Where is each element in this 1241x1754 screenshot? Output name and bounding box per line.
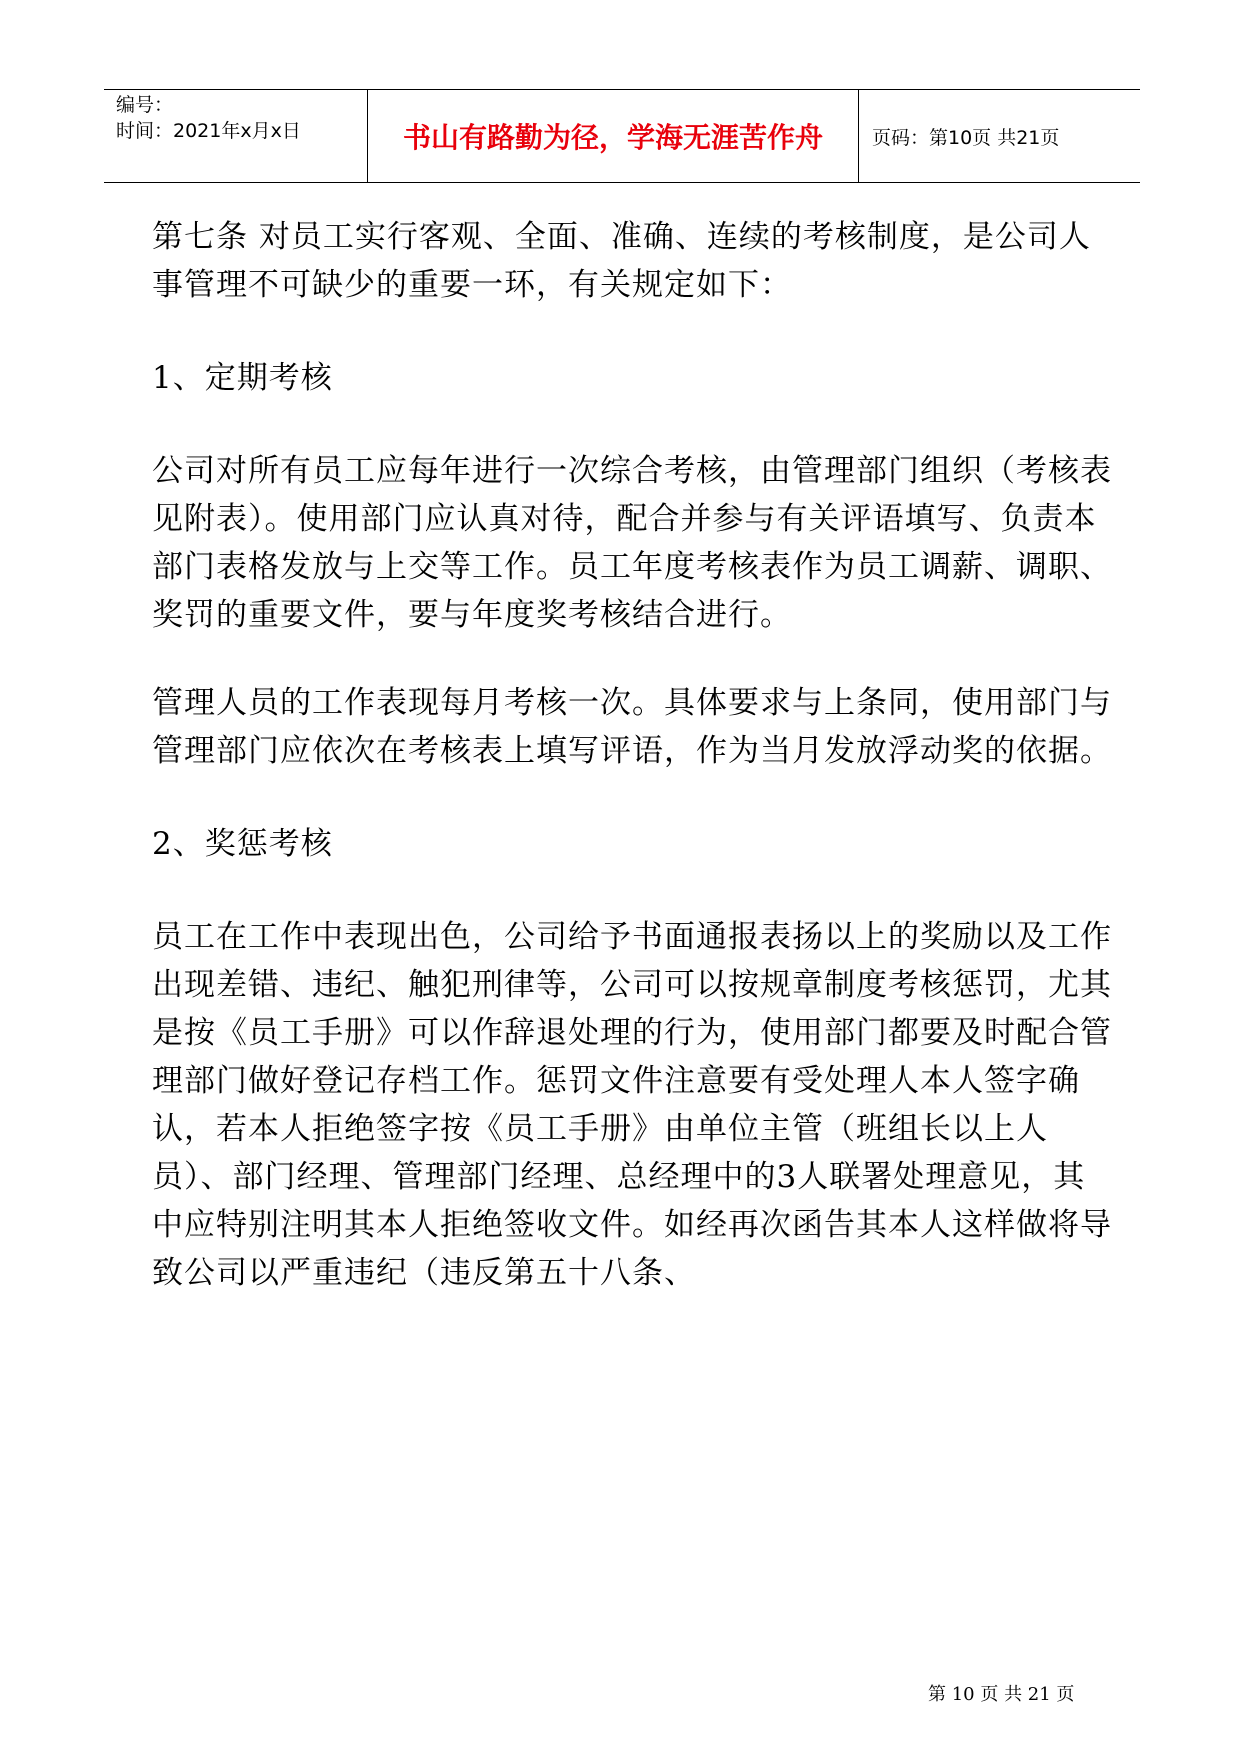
heading-periodic-review: 1、定期考核 bbox=[152, 360, 333, 396]
page-footer: 第 10 页 共 21 页 bbox=[928, 1684, 1075, 1705]
number-label: 编号： bbox=[116, 94, 174, 116]
paragraph-reward-penalty: 员工在工作中表现出色，公司给予书面通报表扬以上的奖励以及工作出现差错、违纪、触犯刑律等，公司可以按规章制度考核惩罚，尤其是按《员工手册》可以作辞退处理的行为，使用部门都要及时配合管理部门做好登记存档工作。惩罚文件注意要有受处理人本人签字确认，若本人拒绝签字按《员工手册》由单位主管（班组长以上人员）、部门经理、管理部门经理、总经理中的3人联署处理意见，其中应特别注明其本人拒绝签收文件。如经再次函告其本人这样做将导致公司以严重违纪（违反第五十八条、 bbox=[152, 919, 1112, 1291]
time-label: 时间：2021年x月x日 bbox=[116, 120, 301, 142]
header-page-label: 页码：第10页 共21页 bbox=[872, 126, 1060, 149]
page-header bbox=[104, 89, 1140, 183]
header-motto: 书山有路勤为径，学海无涯苦作舟 bbox=[402, 121, 823, 154]
header-meta bbox=[116, 92, 361, 180]
document-body bbox=[152, 213, 1112, 1297]
heading-reward-penalty: 2、奖惩考核 bbox=[152, 826, 333, 862]
paragraph-monthly-review: 管理人员的工作表现每月考核一次。具体要求与上条同，使用部门与管理部门应依次在考核表上填写评语，作为当月发放浮动奖的依据。 bbox=[152, 685, 1112, 769]
header-divider bbox=[858, 90, 859, 182]
paragraph-annual-review: 公司对所有员工应每年进行一次综合考核，由管理部门组织（考核表见附表）。使用部门应认真对待，配合并参与有关评语填写、负责本部门表格发放与上交等工作。员工年度考核表作为员工调薪、调职、奖罚的重要文件，要与年度奖考核结合进行。 bbox=[152, 453, 1112, 633]
paragraph-article-7: 第七条 对员工实行客观、全面、准确、连续的考核制度，是公司人事管理不可缺少的重要一环，有关规定如下： bbox=[152, 219, 1091, 303]
